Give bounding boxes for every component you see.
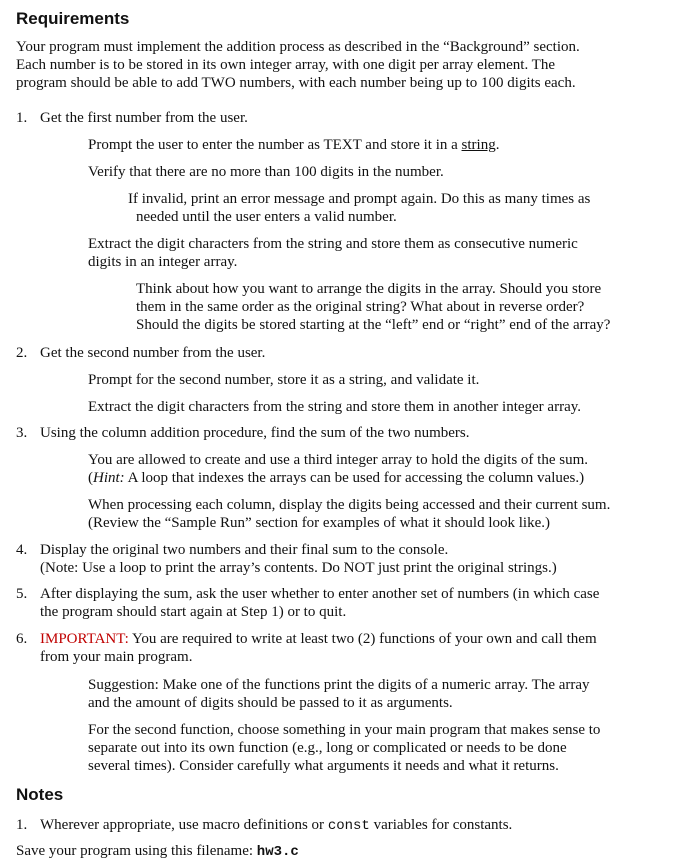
step4-line: Display the original two numbers and their final sum to the console.	[40, 542, 449, 558]
note-number: 1.	[16, 817, 28, 833]
step-number: 5.	[16, 586, 28, 602]
step6-line: IMPORTANT: You are required to write at least two (2) functions of your own and call them	[40, 631, 597, 647]
step1-prompt: Prompt the user to enter the number as TEXT and store it in a string.	[88, 137, 500, 153]
step3-processing-line: When processing each column, display the digits being accessed and their current sum.	[88, 497, 611, 513]
step6-second-line: several times). Consider carefully what arguments it needs and what it returns.	[88, 758, 559, 774]
step2-prompt: Prompt for the second number, store it as a string, and validate it.	[88, 372, 480, 388]
step1-extract-line: Extract the digit characters from the string and store them as consecutive numeric	[88, 236, 578, 252]
step3-processing-line: (Review the “Sample Run” section for examples of what it should look like.)	[88, 515, 550, 531]
step3-allowed: You are allowed to create and use a third integer array to hold the digits of the sum.	[88, 452, 589, 468]
step-number: 3.	[16, 425, 28, 441]
step-title: Using the column addition procedure, find the sum of the two numbers.	[40, 425, 470, 441]
important-label: IMPORTANT:	[40, 631, 129, 647]
step-number: 2.	[16, 345, 28, 361]
step6-second-line: For the second function, choose something in your main program that makes sense to	[88, 722, 601, 738]
step4-line: (Note: Use a loop to print the array’s contents. Do NOT just print the original strings.)	[40, 560, 557, 576]
intro-line: Your program must implement the addition process as described in the “Background” section.	[16, 39, 580, 55]
step-number: 6.	[16, 631, 28, 647]
heading-requirements: Requirements	[16, 9, 130, 28]
step6-line: from your main program.	[40, 649, 193, 665]
const-code: const	[327, 818, 370, 834]
step5-line: the program should start again at Step 1) or to quit.	[40, 604, 347, 620]
step-title: Get the second number from the user.	[40, 345, 266, 361]
string-link: string	[461, 137, 496, 153]
note1-text: Wherever appropriate, use macro definitions or const variables for constants.	[40, 817, 513, 834]
step-title: Get the first number from the user.	[40, 110, 248, 126]
step1-extract-line: digits in an integer array.	[88, 254, 238, 270]
step-number: 4.	[16, 542, 28, 558]
step1-think-line: them in the same order as the original string? What about in reverse order?	[136, 299, 585, 315]
step1-think-line: Should the digits be stored starting at the “left” end or “right” end of the array?	[136, 317, 611, 333]
heading-notes: Notes	[16, 785, 64, 804]
step6-suggestion-line: Suggestion: Make one of the functions print the digits of a numeric array. The array	[88, 677, 590, 693]
step6-suggestion-line: and the amount of digits should be passed to it as arguments.	[88, 695, 453, 711]
filename-code: hw3.c	[256, 844, 299, 860]
intro-line: program should be able to add TWO numbers, with each number being up to 100 digits each.	[16, 75, 576, 91]
step2-extract: Extract the digit characters from the string and store them in another integer array.	[88, 399, 582, 415]
step1-invalid-line: needed until the user enters a valid number.	[136, 209, 397, 225]
save-instruction: Save your program using this filename: hw3.c	[16, 843, 299, 860]
intro-line: Each number is to be stored in its own integer array, with one digit per array element. The	[16, 57, 555, 73]
step1-think-line: Think about how you want to arrange the digits in the array. Should you store	[136, 281, 602, 297]
step6-second-line: separate out into its own function (e.g., long or complicated or needs to be done	[88, 740, 567, 756]
step1-verify: Verify that there are no more than 100 digits in the number.	[88, 164, 444, 180]
step1-invalid-line: If invalid, print an error message and prompt again. Do this as many times as	[128, 191, 591, 207]
step3-hint: (Hint: A loop that indexes the arrays can be used for accessing the column values.)	[88, 470, 585, 486]
step5-line: After displaying the sum, ask the user whether to enter another set of numbers (in which case	[40, 586, 600, 602]
step-number: 1.	[16, 110, 28, 126]
